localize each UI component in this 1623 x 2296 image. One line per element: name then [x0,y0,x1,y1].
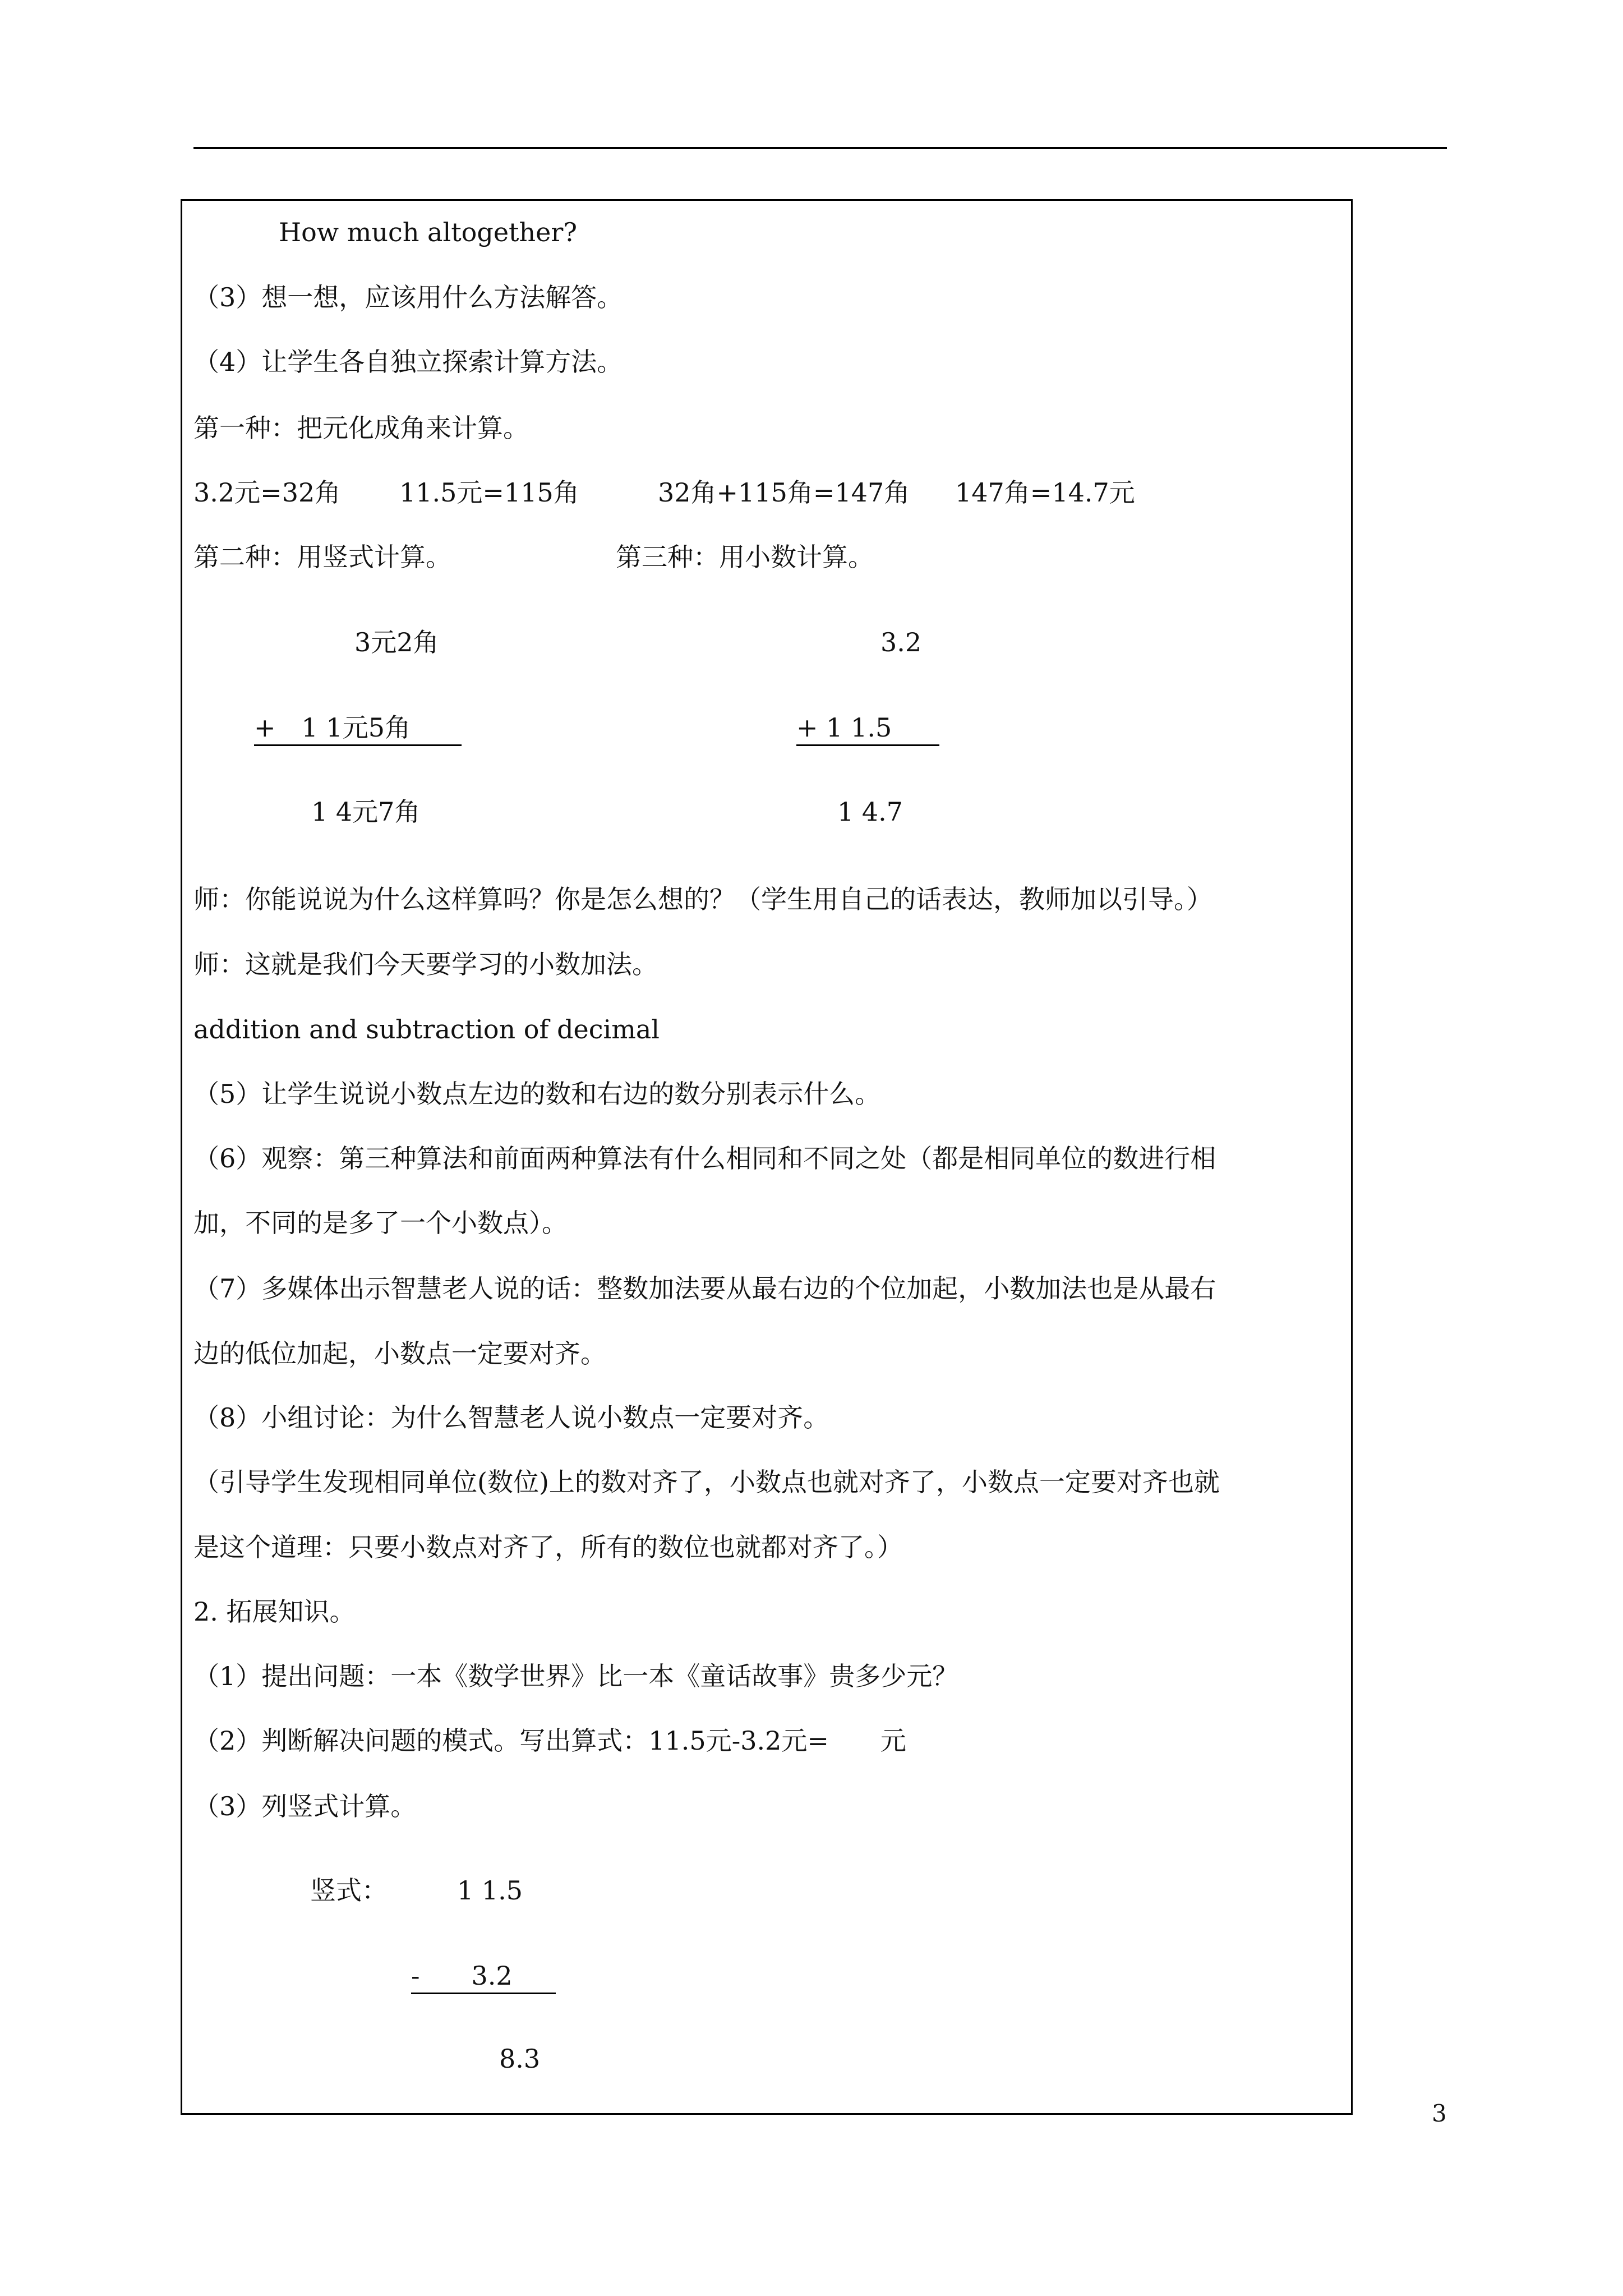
text-line: 第一种：把元化成角来计算。 [193,413,529,443]
text-line: （5）让学生说说小数点左边的数和右边的数分别表示什么。 [193,1079,881,1109]
subtraction-subtrahend: - 3.2 [411,1959,556,1994]
decimal-sum: 1 4.7 [837,797,903,827]
method-3-label: 第三种：用小数计算。 [616,542,874,572]
decimal-addend-1: 3.2 [880,627,922,657]
text-line: （引导学生发现相同单位(数位)上的数对齐了，小数点也就对齐了，小数点一定要对齐也就 [193,1467,1220,1497]
vertical-addend-2: + 1 1元5角 [254,711,462,746]
text-line: 师：你能说说为什么这样算吗？你是怎么想的？（学生用自己的话表达，教师加以引导。） [193,884,1212,914]
text-line: （2）判断解决问题的模式。写出算式：11.5元-3.2元= 元 [193,1726,906,1756]
text-line: 加，不同的是多了一个小数点）。 [193,1208,568,1238]
text-line: （6）观察：第三种算法和前面两种算法有什么相同和不同之处（都是相同单位的数进行相 [193,1143,1216,1174]
text-line: （7）多媒体出示智慧老人说的话：整数加法要从最右边的个位加起，小数加法也是从最右 [193,1273,1216,1304]
text-line: 是这个道理：只要小数点对齐了，所有的数位也就都对齐了。） [193,1532,903,1562]
method-2-label: 第二种：用竖式计算。 [193,542,451,572]
subtraction-minuend: 1 1.5 [457,1875,523,1906]
text-line: How much altogether? [279,217,578,247]
text-line: （4）让学生各自独立探索计算方法。 [193,347,623,377]
conversion-3: 32角+115角=147角 [658,477,910,508]
conversion-2: 11.5元=115角 [399,477,579,508]
subtraction-difference: 8.3 [499,2044,541,2074]
conversion-1: 3.2元=32角 [193,477,341,508]
conversion-4: 147角=14.7元 [955,477,1135,508]
page-number: 3 [1432,2100,1447,2127]
header-rule [193,147,1447,149]
subtraction-label: 竖式： [310,1875,388,1906]
text-line: 边的低位加起，小数点一定要对齐。 [193,1338,606,1369]
vertical-addend-1: 3元2角 [354,627,439,657]
text-line: （3）列竖式计算。 [193,1791,417,1821]
text-line: （8）小组讨论：为什么智慧老人说小数点一定要对齐。 [193,1402,829,1433]
text-line: 2. 拓展知识。 [193,1596,356,1627]
vertical-sum: 1 4元7角 [311,797,421,827]
text-line: 师：这就是我们今天要学习的小数加法。 [193,949,658,979]
text-line: （1）提出问题：一本《数学世界》比一本《童话故事》贵多少元？ [193,1661,958,1691]
text-line: （3）想一想，应该用什么方法解答。 [193,282,623,312]
decimal-addend-2: + 1 1.5 [796,711,939,746]
text-line: addition and subtraction of decimal [193,1014,660,1045]
